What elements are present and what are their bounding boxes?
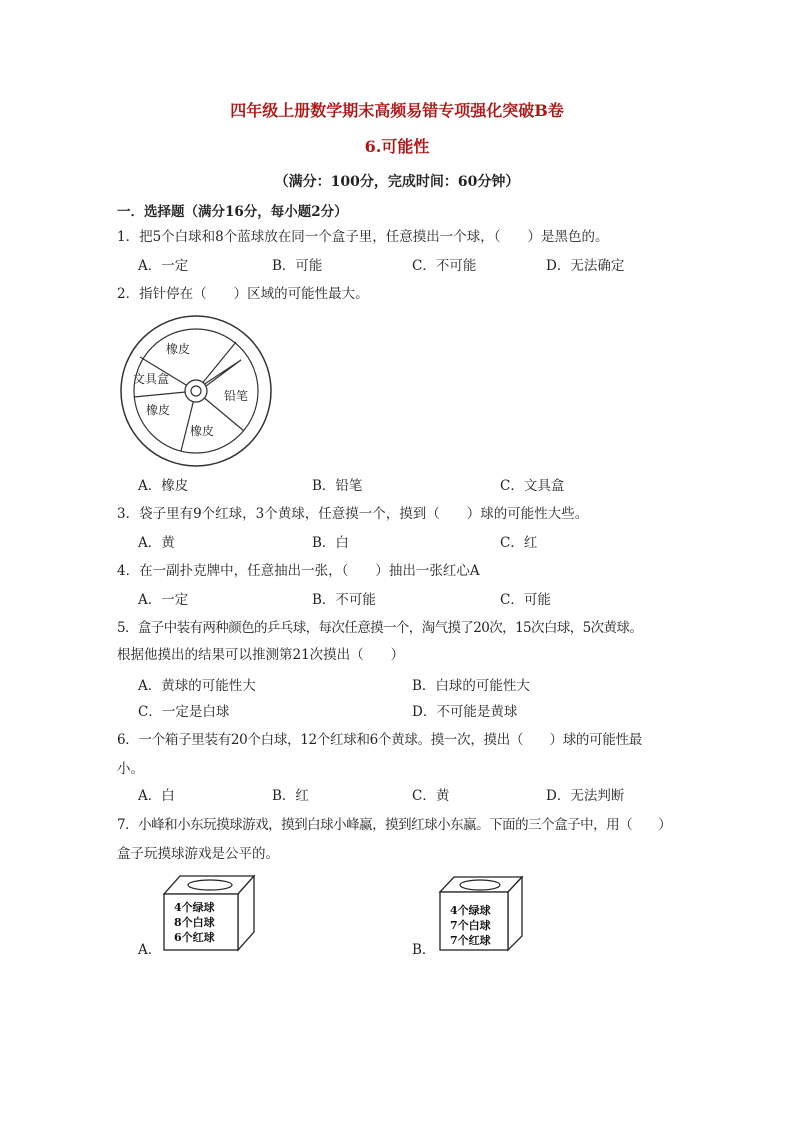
q6-option-d: D．无法判断: [546, 788, 625, 804]
q7-option-a: A．: [138, 942, 162, 958]
q1-option-b: B．可能: [272, 258, 323, 274]
q6-option-b: B．红: [272, 788, 309, 804]
score-info: （满分：100分，完成时间：60分钟）: [274, 174, 520, 190]
q1-option-d: D．无法确定: [546, 258, 625, 274]
question-6-line2: 小。: [117, 761, 144, 777]
box-a: [160, 872, 258, 952]
q4-option-a: A．一定: [138, 592, 189, 608]
question-1: 1．把5个白球和8个蓝球放在同一个盒子里，任意摸出一个球，（ ）是黑色的。: [117, 229, 609, 245]
question-5-line1: 5．盒子中装有两种颜色的乒乓球，每次任意摸一个，淘气摸了20次，15次白球，5次黄球。: [117, 620, 643, 636]
q5-option-c: C．一定是白球: [138, 704, 230, 720]
question-5-line2: 根据他摸出的结果可以推测第21次摸出（ ）: [117, 647, 405, 663]
q6-option-a: A．白: [138, 788, 175, 804]
box-b-opening: [460, 880, 500, 890]
q2-option-c: C．文具盒: [500, 478, 565, 494]
q6-option-c: C．黄: [412, 788, 450, 804]
question-3: 3．袋子里有9个红球，3个黄球，任意摸一个，摸到（ ）球的可能性大些。: [117, 506, 589, 522]
question-4: 4．在一副扑克牌中，任意抽出一张，（ ）抽出一张红心A: [117, 563, 480, 579]
question-7-line2: 盒子玩摸球游戏是公平的。: [117, 846, 279, 862]
q5-option-d: D．不可能是黄球: [412, 704, 518, 720]
wheel-label-pencilcase: 文具盒: [133, 372, 170, 386]
box-b-line3: 7个红球: [450, 934, 491, 947]
question-6-line1: 6．一个箱子里装有20个白球，12个红球和6个黄球。摸一次，摸出（ ）球的可能性最: [117, 732, 642, 748]
q5-option-b: B．白球的可能性大: [412, 678, 530, 694]
wheel-label-eraser-top: 橡皮: [166, 342, 191, 356]
q4-option-b: B．不可能: [312, 592, 376, 608]
q7-option-b: B．: [412, 942, 436, 958]
question-7-line1: 7．小峰和小东玩摸球游戏，摸到白球小峰赢，摸到红球小东赢。下面的三个盒子中，用（ ）: [117, 817, 672, 833]
section-heading: 一．选择题（满分16分，每小题2分）: [117, 204, 348, 220]
wheel-label-eraser-left: 橡皮: [146, 403, 171, 417]
box-b-line2: 7个白球: [450, 919, 491, 932]
box-a-line1: 4个绿球: [174, 901, 215, 914]
wheel-label-pencil: 铅笔: [224, 389, 249, 403]
box-a-opening: [188, 880, 232, 890]
document-title: 四年级上册数学期末高频易错专项强化突破B卷: [230, 101, 564, 120]
spinner-hub-inner: [191, 386, 201, 396]
q3-option-b: B．白: [312, 535, 349, 551]
box-b-line1: 4个绿球: [450, 904, 491, 917]
spinner-wheel: [118, 313, 274, 469]
q4-option-c: C．可能: [500, 592, 551, 608]
q5-option-a: A．黄球的可能性大: [138, 678, 256, 694]
q1-option-c: C．不可能: [412, 258, 477, 274]
question-2: 2．指针停在（ ）区域的可能性最大。: [117, 286, 369, 302]
box-a-line3: 6个红球: [174, 931, 215, 944]
q3-option-a: A．黄: [138, 535, 175, 551]
q1-option-a: A．一定: [138, 258, 189, 274]
box-a-line2: 8个白球: [174, 916, 215, 929]
q2-option-b: B．铅笔: [312, 478, 363, 494]
q3-option-c: C．红: [500, 535, 538, 551]
unit-title: 6.可能性: [364, 137, 430, 156]
q2-option-a: A．橡皮: [138, 478, 189, 494]
box-b: [436, 874, 526, 954]
wheel-label-eraser-bottom: 橡皮: [190, 424, 215, 438]
